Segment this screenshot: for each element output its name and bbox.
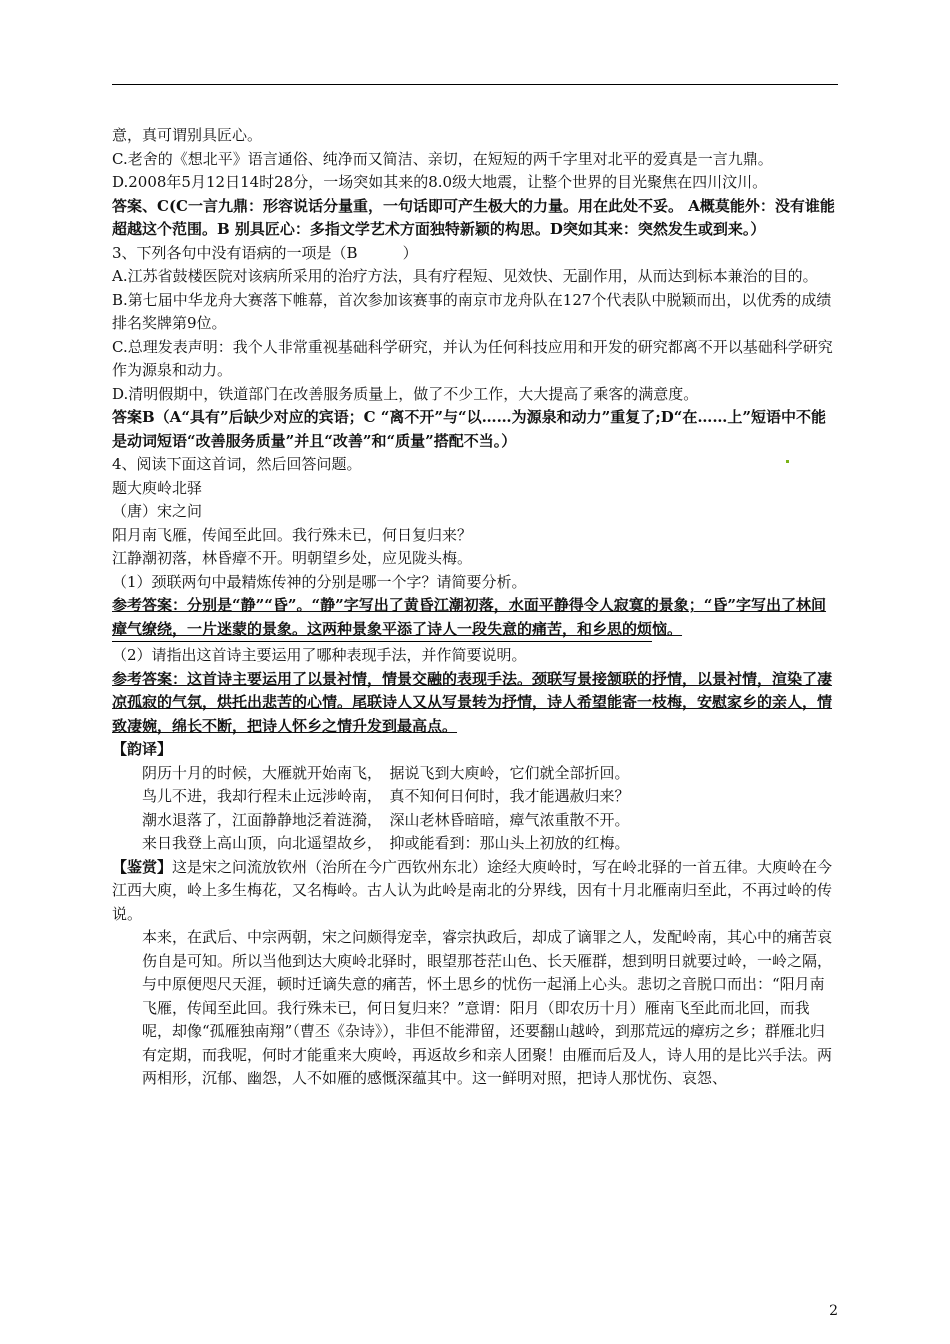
document-body xyxy=(112,124,838,1091)
answer-rule xyxy=(112,641,652,642)
question-3: 3、下列各句中没有语病的一项是（B ） xyxy=(112,243,418,262)
section-heading-appreciation: 【鉴赏】 xyxy=(112,857,173,876)
poem-title: 题大庾岭北驿 xyxy=(112,478,203,497)
translation-line: 鸟儿不进，我却行程未止远涉岭南， 真不知何日何时，我才能遇赦归来？ xyxy=(142,787,630,805)
reference-answer-2: 参考答案：这首诗主要运用了以景衬情，情景交融的表现手法。颈联写景接颔联的抒情，以景衬情，渲染了凄凉孤寂的气氛，烘托出悲苦的心情。尾联诗人又从写景转为抒情，诗人希望能寄一枝梅，安慰家乡的亲人，情致凄婉，绵长不断，把诗人怀乡之情升发到最高点。 xyxy=(112,669,833,735)
translation-line: 潮水退落了，江面静静地泛着涟漪， 深山老林昏暗暗，瘴气浓重散不开。 xyxy=(142,810,630,829)
sub-question-2: （2）请指出这首诗主要运用了哪种表现手法，并作简要说明。 xyxy=(112,646,527,664)
option-c: C.老舍的《想北平》语言通俗、纯净而又简洁、亲切，在短短的两千字里对北平的爱真是一言九鼎。 xyxy=(112,149,773,168)
appreciation-text: 这是宋之问流放钦州（治所在今广西钦州东北）途经大庾岭时，写在岭北驿的一首五律。大庾岭在今江西大庾，岭上多生梅花，又名梅岭。古人认为此岭是南北的分界线，因有十月北雁南归至此，不再过岭的传说。 xyxy=(112,857,833,923)
sub-question-1: （1）颈联两句中最精炼传神的分别是哪一个字？请简要分析。 xyxy=(112,572,527,591)
poem-line: 阳月南飞雁，传闻至此回。我行殊未已，何日复归来？ xyxy=(112,525,473,544)
option-d: D.清明假期中，铁道部门在改善服务质量上，做了不少工作，大大提高了乘客的满意度。 xyxy=(112,384,699,403)
section-heading-translation: 【韵译】 xyxy=(112,740,173,758)
analysis-paragraph: 本来，在武后、中宗两朝，宋之问颇得宠幸，睿宗执政后，却成了谪罪之人，发配岭南，其心中的痛苦哀伤自是可知。所以当他到达大庾岭北驿时，眼望那苍茫山色、长天雁群，想到明日就要过岭，一岭之隔，与中原便咫尺天涯，顿时迁谪失意的痛苦，怀土思乡的忧伤一起涌上心头。悲切之音脱口而出：“阳月南飞雁，传闻至此回。我行殊未已，何日复归来？”意谓：阳月（即农历十月）雁南飞至此而北回，而我呢，却像“孤雁独南翔”（曹丕《杂诗》），非但不能滞留，还要翻山越岭，到那荒远的瘴疠之乡；群雁北归有定期，而我呢，何时才能重来大庾岭，再返故乡和亲人团聚！由雁而后及人，诗人用的是比兴手法。两两相形，沉郁、幽怨，人不如雁的感慨深蕴其中。这一鲜明对照，把诗人那忧伤、哀怨、 xyxy=(142,928,833,1087)
poem-line: 江静潮初落，林昏瘴不开。明朝望乡处，应见陇头梅。 xyxy=(112,549,473,567)
translation-line: 来日我登上高山顶，向北遥望故乡， 抑或能看到：那山头上初放的红梅。 xyxy=(142,834,630,852)
answer-2: 答案、C(C一言九鼎：形容说话分量重，一句话即可产生极大的力量。用在此处不妥。 A概莫能外：没有谁能超越这个范围。B 别具匠心：多指文学艺术方面独特新颖的构思。D突如其来：突然发生或到来。） xyxy=(112,196,835,238)
question-4: 4、阅读下面这首词，然后回答问题。 xyxy=(112,455,362,473)
reference-answer-1: 参考答案：分别是“静”“昏”。“静”字写出了黄昏江潮初落，水面平静得令人寂寞的景象；“昏”字写出了林间瘴气缭绕，一片迷蒙的景象。这两种景象平添了诗人一段失意的痛苦，和乡思的烦恼。 xyxy=(112,596,827,638)
text-line: 意，真可谓别具匠心。 xyxy=(112,126,263,144)
option-b: B.第七届中华龙舟大赛落下帷幕，首次参加该赛事的南京市龙舟队在127个代表队中脱颖而出，以优秀的成绩排名奖牌第9位。 xyxy=(112,290,832,332)
header-rule xyxy=(112,84,838,85)
appreciation-paragraph xyxy=(112,856,838,927)
poem-author: （唐）宋之问 xyxy=(112,502,203,520)
answer-3: 答案B（A“具有”后缺少对应的宾语；C “离不开”与“以……为源泉和动力”重复了;D“在……上”短语中不能是动词短语“改善服务质量”并且“改善”和“质量”搭配不当。） xyxy=(112,408,827,450)
option-c: C.总理发表声明：我个人非常重视基础科学研究，并认为任何科技应用和开发的研究都离不开以基础科学研究作为源泉和动力。 xyxy=(112,337,833,379)
option-d: D.2008年5月12日14时28分，一场突如其来的8.0级大地震，让整个世界的目光聚焦在四川汶川。 xyxy=(112,173,768,191)
page-number: 2 xyxy=(829,1303,838,1319)
translation-line: 阴历十月的时候，大雁就开始南飞， 据说飞到大庾岭，它们就全部折回。 xyxy=(142,763,630,782)
option-a: A.江苏省鼓楼医院对该病所采用的治疗方法，具有疗程短、见效快、无副作用，从而达到标本兼治的目的。 xyxy=(112,267,818,285)
